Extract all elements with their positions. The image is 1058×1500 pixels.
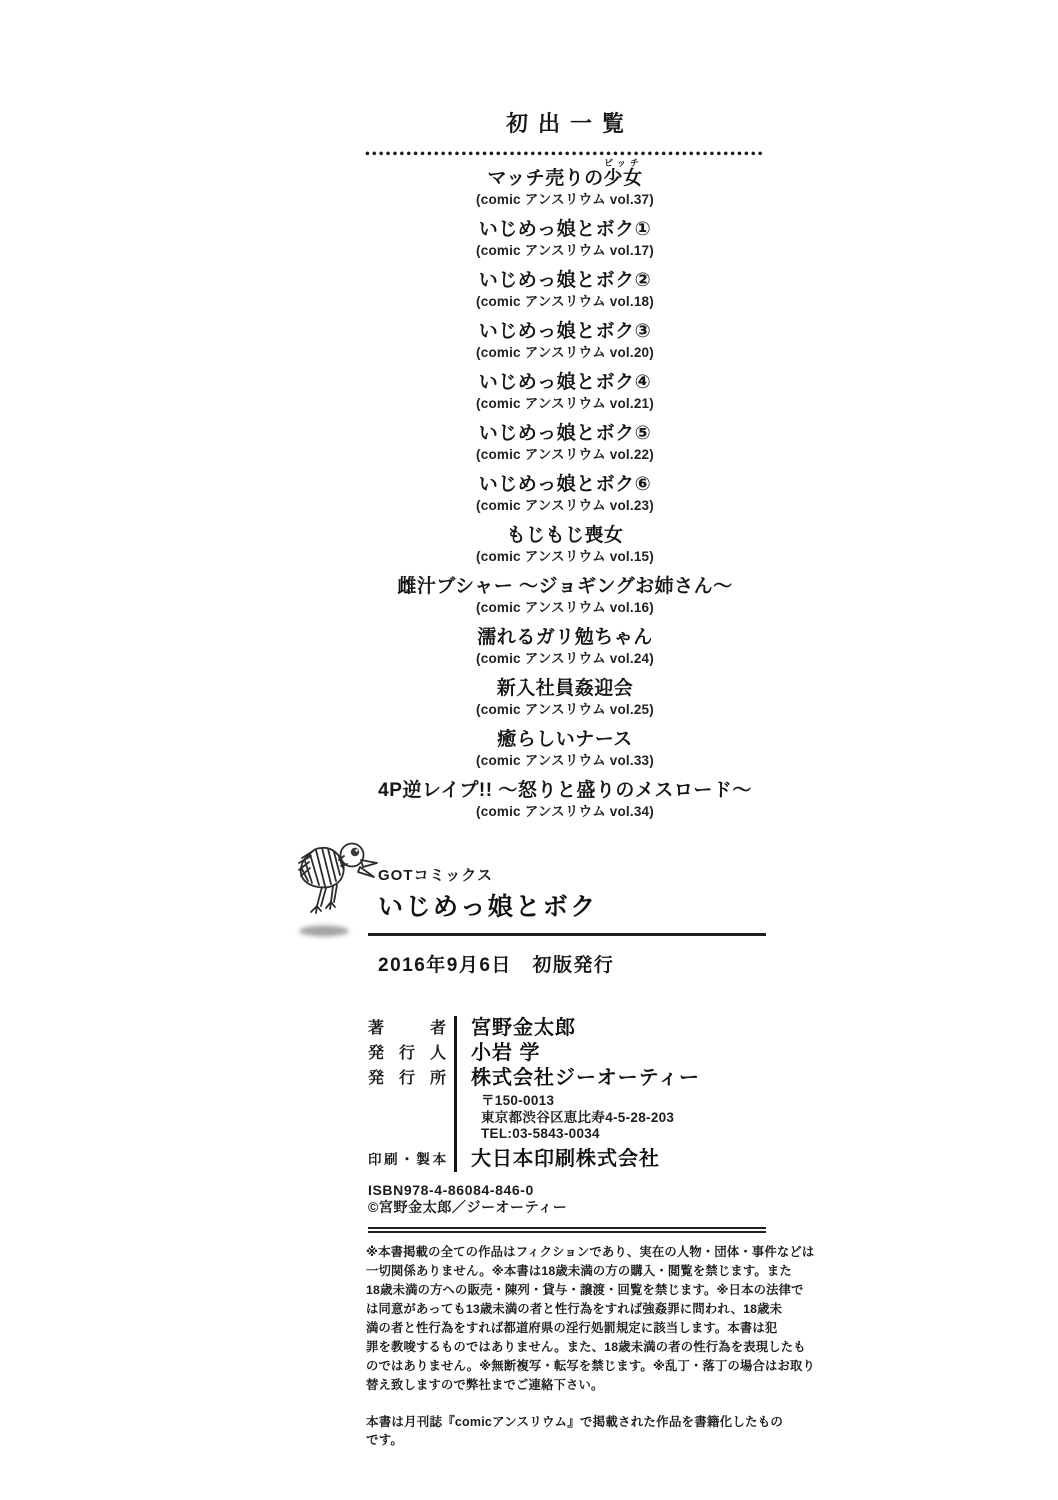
work-source: (comic アンスリウム vol.22)	[476, 447, 654, 462]
list-item	[355, 523, 775, 565]
list-item	[355, 319, 775, 361]
credit-value	[454, 1016, 766, 1041]
list-item	[355, 268, 775, 310]
page-title: 初出一覧	[505, 111, 634, 136]
work-title: いじめっ娘とボク⑥	[478, 474, 652, 495]
work-title: いじめっ娘とボク④	[478, 372, 652, 393]
work-title: 4P逆レイプ!! ～怒りと盛りのメスロード～	[378, 780, 752, 801]
isbn-block	[368, 1182, 766, 1216]
work-title: いじめっ娘とボク⑤	[478, 423, 652, 444]
postal-code: 〒150-0013	[481, 1093, 555, 1108]
disclaimer-line: 18歳未満の方への販売・陳列・貸与・譲渡・回覧を禁じます。※日本の法律で	[366, 1283, 804, 1297]
first-publication-list	[355, 158, 775, 829]
disclaimer-line: ※本書掲載の全ての作品はフィクションであり、実在の人物・団体・事件などは	[366, 1245, 815, 1259]
phone-line: TEL:03-5843-0034	[481, 1126, 600, 1141]
list-item	[355, 625, 775, 667]
disclaimer-line: は同意があっても13歳未満の者と性行為をすれば強姦罪に問われ、18歳未	[366, 1302, 783, 1316]
list-item	[355, 217, 775, 259]
dotted-divider	[365, 151, 765, 156]
work-source: (comic アンスリウム vol.21)	[476, 396, 654, 411]
serialization-note: 本書は月刊誌『comicアンスリウム』で掲載された作品を書籍化したものです。	[366, 1415, 784, 1447]
list-item	[355, 574, 775, 616]
credit-label: 発行所	[368, 1070, 446, 1087]
book-title: いじめっ娘とボク	[378, 893, 598, 921]
page-header	[365, 110, 765, 156]
work-title: いじめっ娘とボク③	[478, 321, 652, 342]
work-title: いじめっ娘とボク①	[478, 219, 652, 240]
colophon-header	[368, 866, 766, 936]
credit-label: 発行人	[368, 1045, 446, 1062]
list-item	[355, 158, 775, 208]
work-title: 癒らしいナース	[497, 729, 633, 750]
list-item	[355, 370, 775, 412]
disclaimer-line: のではありません。※無断複写・転写を禁じます。※乱丁・落丁の場合はお取り	[366, 1359, 815, 1373]
list-item	[355, 778, 775, 820]
work-source: (comic アンスリウム vol.20)	[476, 345, 654, 360]
edition-date: 2016年9月6日 初版発行	[378, 955, 615, 976]
work-source: (comic アンスリウム vol.16)	[476, 600, 654, 615]
credit-row-publisher-person	[368, 1041, 766, 1066]
work-title: 新入社員姦迎会	[496, 678, 634, 699]
isbn-number: ISBN978-4-86084-846-0	[368, 1182, 534, 1198]
credit-label: 印刷・製本	[368, 1151, 446, 1167]
disclaimer-line: 罪を教唆するものではありません。また、18歳未満の者の性行為を表現したも	[366, 1340, 806, 1354]
work-source: (comic アンスリウム vol.37)	[476, 192, 654, 207]
disclaimer-line: 替え致しますので弊社までご連絡下さい。	[366, 1378, 604, 1392]
work-title	[355, 158, 775, 192]
list-item	[355, 727, 775, 769]
publisher-name: 株式会社ジーオーティー	[471, 1067, 700, 1089]
work-title: もじもじ喪女	[506, 525, 624, 546]
work-source: (comic アンスリウム vol.34)	[476, 804, 654, 819]
list-item	[355, 421, 775, 463]
work-title-ruby	[603, 158, 643, 189]
work-source: (comic アンスリウム vol.33)	[476, 753, 654, 768]
address-line: 東京都渋谷区恵比寿4-5-28-203	[481, 1109, 675, 1125]
work-title: 雌汁ブシャー ～ジョギングお姉さん～	[397, 576, 733, 597]
imprint-label: GOTコミックス	[378, 867, 494, 884]
work-source: (comic アンスリウム vol.17)	[476, 243, 654, 258]
author-name: 宮野金太郎	[471, 1017, 576, 1039]
ruby-base: 少女	[603, 168, 643, 189]
credits-table	[368, 1016, 766, 1172]
credit-value	[454, 1041, 766, 1066]
work-title-text: マッチ売りの	[487, 168, 604, 189]
work-source: (comic アンスリウム vol.23)	[476, 498, 654, 513]
work-title: 濡れるガリ勉ちゃん	[477, 627, 653, 648]
credit-value	[454, 1147, 766, 1172]
credit-value	[454, 1066, 766, 1147]
work-title: いじめっ娘とボク②	[478, 270, 652, 291]
credit-label: 著者	[368, 1020, 446, 1037]
disclaimer-line: 一切関係ありません。※本書は18歳未満の方の購入・閲覧を禁じます。また	[366, 1264, 792, 1278]
printer-name: 大日本印刷株式会社	[471, 1147, 660, 1170]
credit-row-printer	[368, 1147, 766, 1172]
ruby-text: ビッチ	[603, 158, 643, 168]
work-source: (comic アンスリウム vol.24)	[476, 651, 654, 666]
work-source: (comic アンスリウム vol.25)	[476, 702, 654, 717]
credit-row-publisher	[368, 1066, 766, 1147]
credit-row-author	[368, 1016, 766, 1041]
list-item	[355, 472, 775, 514]
double-divider	[368, 1227, 766, 1233]
publisher-address	[471, 1093, 766, 1146]
list-item	[355, 676, 775, 718]
copyright-line: ©宮野金太郎／ジーオーティー	[368, 1199, 568, 1215]
legal-disclaimer	[366, 1243, 815, 1395]
work-source: (comic アンスリウム vol.18)	[476, 294, 654, 309]
publisher-person-name: 小岩 学	[471, 1042, 541, 1064]
work-source: (comic アンスリウム vol.15)	[476, 549, 654, 564]
disclaimer-line: 満の者と性行為をすれば都道府県の淫行処罰規定に該当します。本書は犯	[366, 1321, 778, 1335]
